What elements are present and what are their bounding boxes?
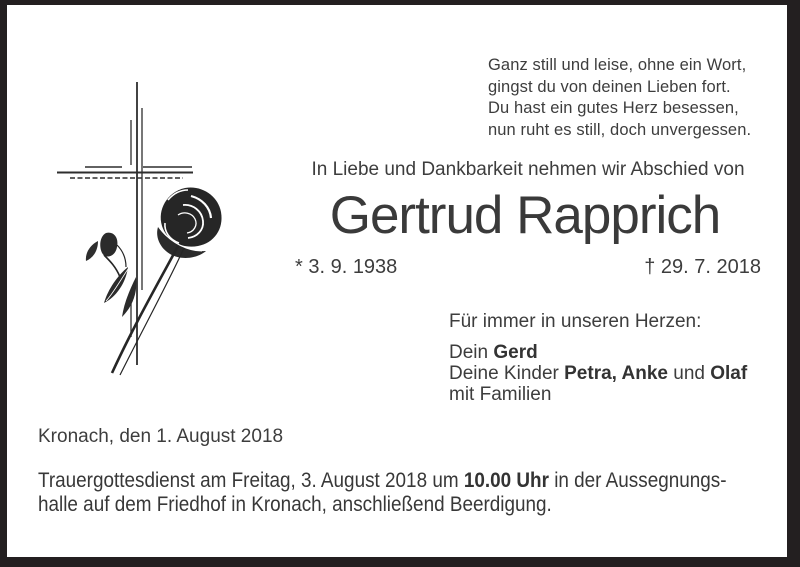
cross-and-rose-icon <box>40 55 260 385</box>
service-text: in der Aussegnungs- <box>548 469 727 492</box>
mourner-name: Gerd <box>493 342 538 363</box>
cross-and-rose-artwork <box>40 55 260 385</box>
poem-line: Du hast ein gutes Herz besessen, <box>488 99 739 117</box>
remembrance-block <box>449 311 747 405</box>
poem-line: Ganz still und leise, ohne ein Wort, <box>488 56 747 74</box>
poem-line: nun ruht es still, doch unvergessen. <box>488 120 752 139</box>
remembrance-heading: Für immer in unseren Herzen: <box>449 311 702 332</box>
mourner-line <box>449 342 747 363</box>
service-line <box>38 469 727 493</box>
rose-icon <box>86 188 222 375</box>
place-and-date: Kronach, den 1. August 2018 <box>38 426 284 447</box>
service-line: halle auf dem Friedhof in Kronach, anschließend Beerdigung. <box>38 492 552 516</box>
life-dates <box>295 256 761 279</box>
poem-line: gingst du von deinen Lieben fort. <box>488 77 731 96</box>
birth-date: * 3. 9. 1938 <box>295 256 398 278</box>
mourner-prefix: Deine Kinder <box>449 363 565 384</box>
deceased-name: Gertrud Rapprich <box>329 186 721 245</box>
mourner-line <box>449 363 747 384</box>
death-date: † 29. 7. 2018 <box>644 256 761 278</box>
funeral-service-info <box>38 469 727 516</box>
service-text: Trauergottesdienst am Freitag, 3. August 2018 um <box>38 469 464 492</box>
farewell-intro: In Liebe und Dankbarkeit nehmen wir Abschied von <box>311 159 745 180</box>
mourner-conjunction: und <box>667 363 711 384</box>
mourner-name: Petra, Anke <box>564 363 668 384</box>
mourner-name: Olaf <box>710 363 748 384</box>
mourner-line: mit Familien <box>449 384 552 405</box>
service-time: 10.00 Uhr <box>463 469 549 492</box>
memorial-poem <box>488 55 751 141</box>
mourner-prefix: Dein <box>449 342 494 363</box>
